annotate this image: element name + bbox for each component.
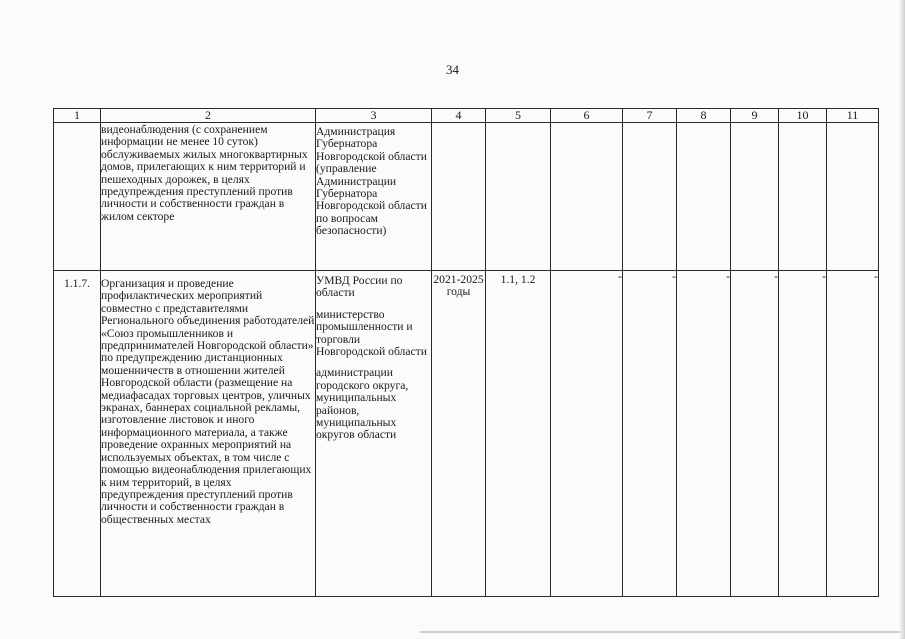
value-cell: [731, 123, 779, 271]
value-cell: -: [779, 271, 827, 597]
col-header-6: 6: [551, 109, 623, 123]
period-cell: [432, 123, 486, 271]
col-header-5: 5: [486, 109, 551, 123]
value-cell: [551, 123, 623, 271]
period-cell: 2021-2025 годы: [432, 271, 486, 597]
indicators-cell: 1.1, 1.2: [486, 271, 551, 597]
measures-table: [53, 108, 879, 597]
col-header-9: 9: [731, 109, 779, 123]
col-header-3: 3: [316, 109, 432, 123]
header-row: [54, 109, 879, 123]
value-cell: [623, 123, 677, 271]
responsible-orgs: [316, 271, 432, 597]
col-header-11: 11: [827, 109, 879, 123]
col-header-7: 7: [623, 109, 677, 123]
col-header-2: 2: [101, 109, 316, 123]
value-cell: [779, 123, 827, 271]
row-number: [54, 123, 101, 271]
value-cell: -: [731, 271, 779, 597]
responsible-org: администрации городского округа, муниципальных районов, муниципальных округов области: [316, 366, 409, 442]
responsible-org: министерство промышленности и торговли Новгородской области: [316, 307, 427, 359]
page-number: 34: [446, 62, 459, 77]
col-header-4: 4: [432, 109, 486, 123]
measure-description: видеонаблюдения (с сохранением информации не менее 10 суток) обслуживаемых жилых многоквартирных домов, прилегающих к ним территорий и пешеходных дорожек, в целях предупреждения преступлений против личности и собственности граждан в жилом секторе: [101, 123, 316, 271]
value-cell: -: [827, 271, 879, 597]
table-row: [54, 123, 879, 271]
measure-description: Организация и проведение профилактических мероприятий совместно с представителями Регионального объединения работодателей «Союз промышленников и предпринимателей Новгородской области» по предупреждению дистанционных мошенничеств в отношении жителей Новгородской области (размещение на медиафасадах торговых центров, уличных экранах, баннерах социальной рекламы, изготовление листовок и иного информационного материала, а также проведение охранных мероприятий на используемых объектах, в том числе с помощью видеонаблюдения прилегающих к ним территорий, в целях предупреждения преступлений против личности и собственности граждан в общественных местах: [101, 271, 316, 597]
value-cell: -: [551, 271, 623, 597]
row-number: 1.1.7.: [54, 271, 101, 597]
indicators-cell: [486, 123, 551, 271]
scan-bottom-line: [420, 631, 900, 633]
value-cell: [827, 123, 879, 271]
scan-edge-shadow: [899, 0, 905, 639]
table-row: [54, 271, 879, 597]
responsible-org: Администрация Губернатора Новгородской области (управление Администрации Губернатора Новгородской области по вопросам безопасности): [316, 125, 427, 238]
value-cell: -: [677, 271, 731, 597]
col-header-10: 10: [779, 109, 827, 123]
responsible-org: УМВД России по области: [316, 274, 403, 300]
value-cell: -: [623, 271, 677, 597]
col-header-8: 8: [677, 109, 731, 123]
col-header-1: 1: [54, 109, 101, 123]
responsible-orgs: [316, 123, 432, 271]
value-cell: [677, 123, 731, 271]
